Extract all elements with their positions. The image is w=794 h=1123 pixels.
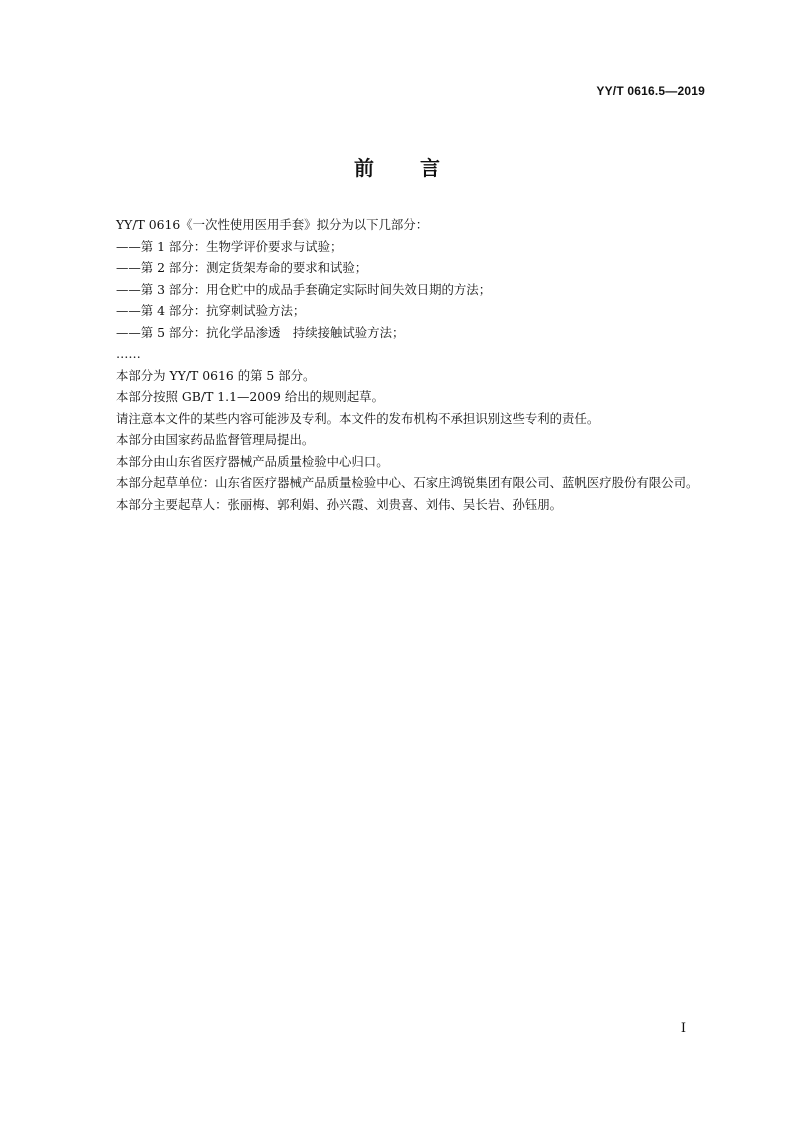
page-title	[0, 152, 794, 181]
part-4-item: ——第 4 部分：抗穿刺试验方法；	[116, 303, 306, 318]
part-2-item: ——第 2 部分：测定货架寿命的要求和试验；	[116, 260, 368, 275]
intro-paragraph: YY/T 0616《一次性使用医用手套》拟分为以下几部分：	[116, 217, 429, 232]
ellipsis-line: ……	[116, 346, 141, 361]
main-drafters: 本部分主要起草人：张丽梅、郭利娟、孙兴霞、刘贵喜、刘伟、吴长岩、孙钰朋。	[116, 496, 563, 512]
page-number: I	[680, 1021, 686, 1036]
centralized-unit: 本部分由山东省医疗器械产品质量检验中心归口。	[116, 453, 389, 469]
part-3-item: ——第 3 部分：用仓贮中的成品手套确定实际时间失效日期的方法；	[116, 281, 492, 297]
part-statement: 本部分为 YY/T 0616 的第 5 部分。	[116, 367, 316, 383]
part-5-item: ——第 5 部分：抗化学品渗透 持续接触试验方法；	[116, 324, 405, 340]
part-1-item: ——第 1 部分：生物学评价要求与试验；	[116, 238, 343, 254]
title-char-2: 言	[420, 156, 440, 180]
patent-notice: 请注意本文件的某些内容可能涉及专利。本文件的发布机构不承担识别这些专利的责任。	[116, 410, 600, 426]
drafting-units: 本部分起草单位：山东省医疗器械产品质量检验中心、石家庄鸿锐集团有限公司、蓝帆医疗股份有限公司。	[116, 475, 699, 490]
drafting-rules: 本部分按照 GB/T 1.1—2009 给出的规则起草。	[116, 389, 384, 404]
standard-code: YY/T 0616.5—2019	[596, 84, 705, 98]
title-char-1: 前	[354, 156, 374, 180]
proposer-statement: 本部分由国家药品监督管理局提出。	[116, 432, 315, 447]
foreword-body	[90, 214, 706, 515]
